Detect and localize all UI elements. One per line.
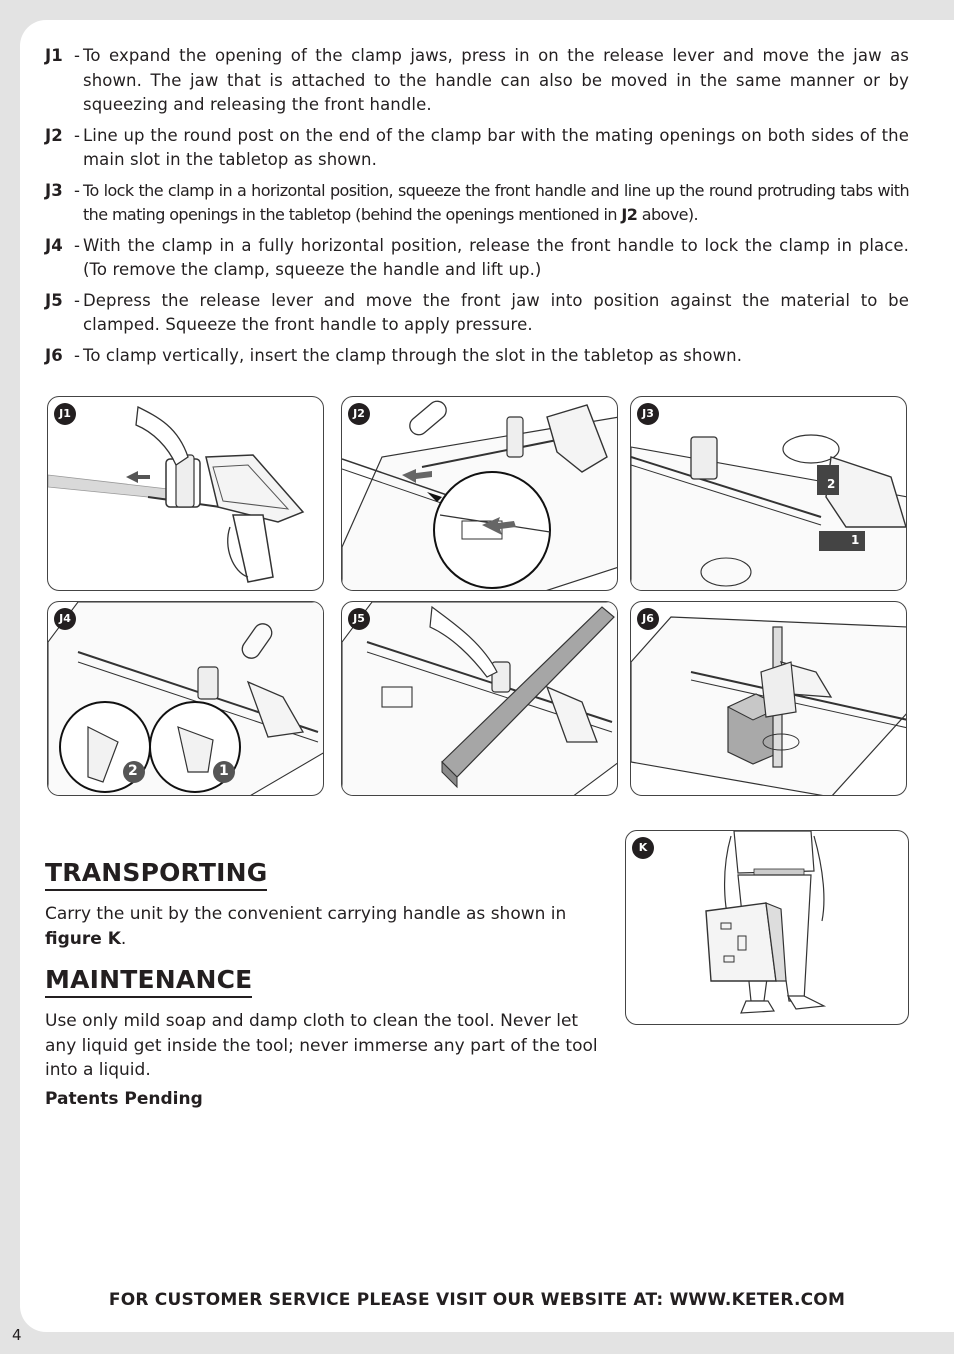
step-text: With the clamp in a fully horizontal position, release the front handle to lock the clamp in place. (To remove the clamp, squeeze the handle and lift up.) bbox=[83, 235, 909, 279]
figure-badge: J5 bbox=[348, 608, 370, 630]
step-j6 bbox=[45, 344, 909, 369]
maintenance-text: Use only mild soap and damp cloth to clean the tool. Never let any liquid get inside the tool; never immerse any part of the tool into a liquid. bbox=[45, 1011, 598, 1080]
clamp-bar-alignment-illustration bbox=[342, 397, 618, 591]
maintenance-heading: MAINTENANCE bbox=[45, 965, 252, 998]
step-text: Depress the release lever and move the front jaw into position against the material to be clamped. Squeeze the front handle to apply pressure. bbox=[83, 290, 909, 334]
step-code: J2 bbox=[45, 125, 63, 145]
figure-j4 bbox=[47, 601, 324, 796]
j4-step-marker-1: 1 bbox=[219, 763, 229, 779]
figure-badge: J1 bbox=[54, 403, 76, 425]
figure-j6 bbox=[630, 601, 907, 796]
step-code: J3 bbox=[45, 180, 63, 200]
step-text: To expand the opening of the clamp jaws, press in on the release lever and move the jaw as shown. The jaw that is attached to the handle can also be moved in the same manner or by squeezing and releasing the front handle. bbox=[83, 46, 909, 114]
figure-badge: J6 bbox=[637, 608, 659, 630]
j3-step-marker-1: 1 bbox=[851, 533, 860, 547]
step-code: J6 bbox=[45, 345, 63, 365]
step-text bbox=[83, 179, 909, 228]
figure-badge: J2 bbox=[348, 403, 370, 425]
step-text: Line up the round post on the end of the clamp bar with the mating openings on both sides of the main slot in the tabletop as shown. bbox=[83, 125, 909, 169]
figure-k bbox=[625, 830, 909, 1025]
transporting-text-before: Carry the unit by the convenient carrying handle as shown in bbox=[45, 904, 567, 924]
figure-badge: J4 bbox=[54, 608, 76, 630]
customer-service-footer: FOR CUSTOMER SERVICE PLEASE VISIT OUR WEBSITE AT: WWW.KETER.COM bbox=[108, 1290, 846, 1310]
step-text-after: above). bbox=[637, 205, 698, 224]
step-code: J1 bbox=[45, 46, 63, 65]
step-j2 bbox=[45, 124, 909, 173]
transporting-heading: TRANSPORTING bbox=[45, 858, 267, 891]
figure-j5 bbox=[341, 601, 618, 796]
page-number: 4 bbox=[12, 1326, 22, 1344]
transporting-text bbox=[45, 902, 605, 951]
carrying-unit-illustration bbox=[626, 831, 909, 1025]
figure-badge: K bbox=[632, 837, 654, 859]
figure-j2 bbox=[341, 396, 618, 591]
j3-step-marker-2: 2 bbox=[827, 477, 836, 491]
step-j4 bbox=[45, 234, 909, 283]
instruction-steps bbox=[45, 44, 909, 374]
clamp-jaw-illustration bbox=[48, 397, 324, 591]
step-code: J5 bbox=[45, 290, 63, 310]
step-code: J4 bbox=[45, 235, 63, 255]
patents-note: Patents Pending bbox=[45, 1089, 203, 1109]
figure-j3 bbox=[630, 396, 907, 591]
figure-badge: J3 bbox=[637, 403, 659, 425]
step-j5 bbox=[45, 289, 909, 338]
horizontal-lock-illustration bbox=[631, 397, 907, 591]
transporting-text-after: . bbox=[120, 928, 127, 949]
j4-step-marker-2: 2 bbox=[128, 763, 138, 779]
step-text: To clamp vertically, insert the clamp through the slot in the tabletop as shown. bbox=[83, 345, 743, 365]
figure-j1 bbox=[47, 396, 324, 591]
material-clamping-illustration bbox=[342, 602, 618, 796]
clamp-lock-in-place-illustration bbox=[48, 602, 324, 796]
step-dash: - bbox=[73, 345, 81, 365]
step-dash: - bbox=[73, 125, 81, 145]
step-dash: - bbox=[73, 180, 81, 200]
figure-k-ref: figure K bbox=[45, 928, 121, 949]
vertical-clamp-illustration bbox=[631, 602, 907, 796]
step-j3 bbox=[45, 179, 909, 228]
step-j1 bbox=[45, 44, 909, 118]
step-text-before: To lock the clamp in a horizontal position, squeeze the front handle and line up the round protruding tabs with the mating openings in the tabletop (behind the openings mentioned in bbox=[83, 180, 909, 224]
step-dash: - bbox=[73, 290, 81, 310]
step-dash: - bbox=[73, 46, 81, 65]
step-ref: J2 bbox=[621, 205, 638, 224]
step-dash: - bbox=[73, 235, 81, 255]
